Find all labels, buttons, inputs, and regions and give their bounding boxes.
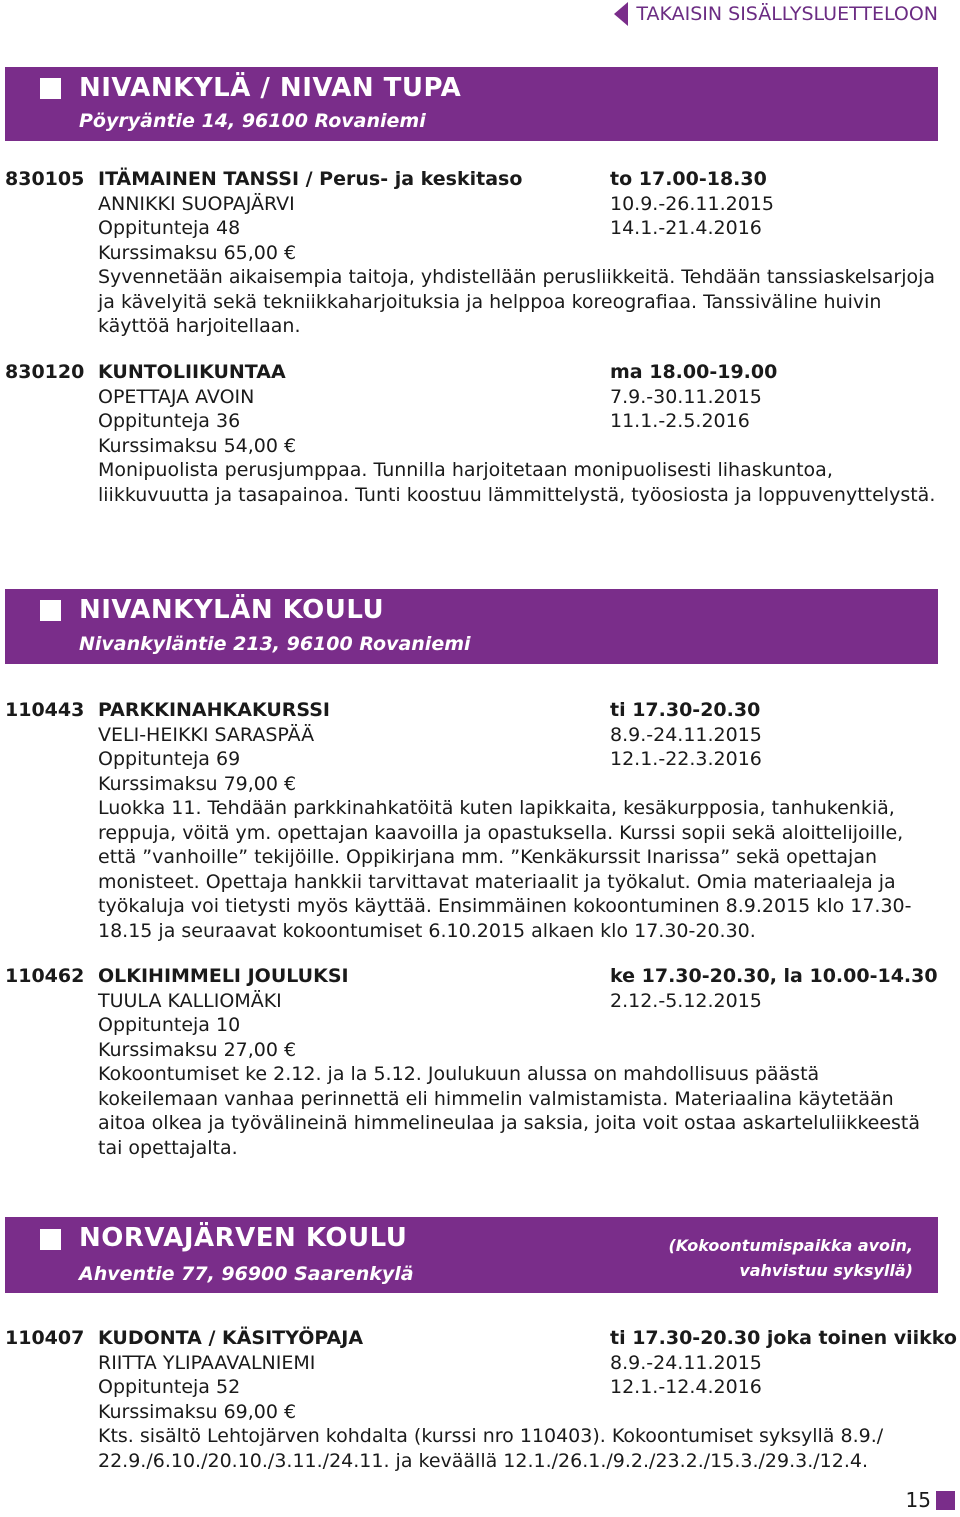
course-dates-spring: 14.1.-21.4.2016 [610, 217, 762, 239]
course-dates-autumn: 10.9.-26.11.2015 [610, 192, 774, 215]
course-title: ITÄMAINEN TANSSI / Perus- ja keskitaso [98, 168, 523, 190]
course-dates-autumn: 8.9.-24.11.2015 [610, 1351, 762, 1374]
back-arrow-icon [614, 2, 628, 26]
course-description: Kts. sisältö Lehtojärven kohdalta (kurssi nro 110403). Kokoontumiset syksyllä 8.9./ 22.9./6.10./20.10./3.11./24.11. ja keväällä 12.1./26.1./9.2./23.2./15.3./29.3./12.4. [98, 1425, 884, 1472]
course-number: 830120 [5, 361, 85, 383]
venue-address: Nivankyläntie 213, 96100 Rovaniemi [79, 633, 471, 655]
venue-name: NIVANKYLÄ / NIVAN TUPA [79, 73, 462, 103]
course-time: ke 17.30-20.30, la 10.00-14.30 [610, 965, 938, 987]
course-lessons: Oppitunteja 52 [98, 1376, 241, 1398]
course-lessons: Oppitunteja 69 [98, 748, 241, 770]
course-teacher: ANNIKKI SUOPAJÄRVI [98, 192, 295, 215]
course-teacher: TUULA KALLIOMÄKI [98, 989, 282, 1012]
course-dates-autumn: 7.9.-30.11.2015 [610, 385, 762, 408]
course-description: Syvennetään aikaisempia taitoja, yhdistellään perusliikkeitä. Tehdään tanssiaskelsarjoja ja kävelyitä sekä tekniikkaharjoituksia ja helppoa koreografiaa. Tanssiväline huivin käyttöä harjoitellaan. [98, 266, 936, 337]
venue-address: Pöyryäntie 14, 96100 Rovaniemi [79, 110, 426, 132]
course-title: KUNTOLIIKUNTAA [98, 361, 286, 383]
bullet-square-icon [40, 78, 61, 99]
course-details [98, 723, 938, 944]
venue-header-norvajarven-koulu [5, 1217, 938, 1293]
course-title: PARKKINAHKAKURSSI [98, 699, 330, 721]
course-description: Kokoontumiset ke 2.12. ja la 5.12. Joulukuun alussa on mahdollisuus päästä kokeilemaan vanhaa perinnettä eli himmelin valmistamista. Materiaalina käytetään aitoa olkea ja työvälineinä himmelineulaa ja saksia, joita voit ostaa askarteluliikkeestä tai opettajalta. [98, 1063, 921, 1159]
course-fee: Kurssimaksu 27,00 € [98, 1038, 297, 1061]
course-time: ti 17.30-20.30 joka toinen viikko [610, 1327, 957, 1349]
back-link-label: TAKAISIN SISÄLLYSLUETTELOON [636, 3, 938, 25]
course-fee: Kurssimaksu 79,00 € [98, 772, 297, 795]
page-number-label: 15 [905, 1488, 931, 1512]
bullet-square-icon [40, 600, 61, 621]
course-description: Luokka 11. Tehdään parkkinahkatöitä kuten lapikkaita, kesäkurpposia, tanhukenkiä, reppuja, vöitä ym. opettajan kaavoilla ja opastuksella. Kurssi sopii sekä aloittelijoille, että ”vanhoille” tekijöille. Oppikirjana mm. ”Kenkäkurssit Inarissa” sekä opettajan monisteet. Opettaja hankkii tarvittavat materiaalit ja työkalut. Omia materiaaleja ja työkaluja voi tietysti myös käyttää. Ensimmäinen kokoontuminen 8.9.2015 klo 17.30-18.15 ja seuraavat kokoontumiset 6.10.2015 alkaen klo 17.30-20.30. [98, 797, 912, 942]
course-details [98, 1351, 938, 1474]
page-number [906, 1488, 955, 1512]
course-details [98, 385, 938, 508]
course-time: to 17.00-18.30 [610, 168, 767, 190]
course-number: 110443 [5, 699, 85, 721]
venue-note: (Kokoontumispaikka avoin, vahvistuu syksyllä) [668, 1236, 913, 1280]
course-dates-spring: 12.1.-12.4.2016 [610, 1376, 762, 1398]
venue-header-nivankyla [5, 67, 938, 141]
venue-name: NORVAJÄRVEN KOULU [79, 1223, 408, 1253]
course-time: ma 18.00-19.00 [610, 361, 778, 383]
back-to-contents-link[interactable] [614, 2, 938, 26]
course-number: 830105 [5, 168, 85, 190]
page-marker-square-icon [936, 1491, 955, 1510]
course-fee: Kurssimaksu 54,00 € [98, 434, 297, 457]
course-details [98, 192, 938, 339]
course-lessons: Oppitunteja 48 [98, 217, 241, 239]
course-fee: Kurssimaksu 65,00 € [98, 241, 297, 264]
venue-header-nivankylan-koulu [5, 589, 938, 664]
course-dates: 2.12.-5.12.2015 [610, 989, 762, 1012]
course-number: 110462 [5, 965, 85, 987]
course-lessons: Oppitunteja 36 [98, 410, 241, 432]
course-fee: Kurssimaksu 69,00 € [98, 1400, 297, 1423]
course-description: Monipuolista perusjumppaa. Tunnilla harjoitetaan monipuolisesti lihaskuntoa, liikkuvuutta ja tasapainoa. Tunti koostuu lämmittelystä, työosiosta ja loppuvenyttelystä. [98, 459, 936, 506]
course-dates-spring: 11.1.-2.5.2016 [610, 410, 750, 432]
course-teacher: OPETTAJA AVOIN [98, 385, 255, 408]
course-title: OLKIHIMMELI JOULUKSI [98, 965, 349, 987]
course-dates-autumn: 8.9.-24.11.2015 [610, 723, 762, 746]
course-title: KUDONTA / KÄSITYÖPAJA [98, 1327, 364, 1349]
course-teacher: VELI-HEIKKI SARASPÄÄ [98, 723, 315, 746]
course-dates-spring: 12.1.-22.3.2016 [610, 748, 762, 770]
course-number: 110407 [5, 1327, 85, 1349]
course-teacher: RIITTA YLIPAAVALNIEMI [98, 1351, 316, 1374]
course-details [98, 989, 938, 1161]
venue-name: NIVANKYLÄN KOULU [79, 595, 385, 625]
bullet-square-icon [40, 1229, 61, 1250]
course-lessons: Oppitunteja 10 [98, 1014, 241, 1036]
course-time: ti 17.30-20.30 [610, 699, 761, 721]
venue-address: Ahventie 77, 96900 Saarenkylä [79, 1263, 414, 1285]
